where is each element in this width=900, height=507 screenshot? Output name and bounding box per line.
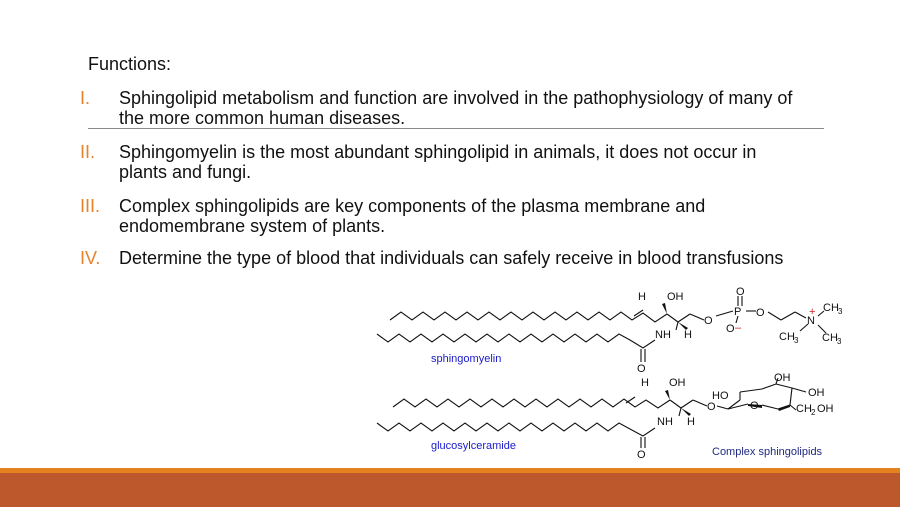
list-text-line: plants and fungi. (119, 162, 252, 182)
sphingosine-chain (390, 312, 667, 322)
svg-text:HO: HO (712, 390, 729, 402)
fatty-acyl-chain (377, 334, 655, 348)
list-text (119, 142, 839, 182)
svg-text:CH: CH (822, 332, 838, 344)
svg-text:–: – (735, 322, 742, 334)
label-glucosylceramide: glucosylceramide (431, 440, 516, 452)
svg-text:O: O (726, 323, 735, 335)
svg-text:OH: OH (817, 403, 834, 415)
list-numeral: III. (80, 196, 101, 216)
list-text (119, 248, 839, 268)
svg-text:CH: CH (796, 403, 812, 415)
label-sphingomyelin: sphingomyelin (431, 353, 502, 365)
svg-text:P: P (734, 306, 742, 318)
atom-label: H (638, 291, 646, 303)
list-text-line: endomembrane system of plants. (119, 216, 386, 236)
svg-text:3: 3 (838, 307, 843, 316)
svg-text:CH: CH (779, 331, 795, 343)
list-text-line: Sphingomyelin is the most abundant sphingolipid in animals, it does not occur in (119, 142, 757, 162)
list-numeral: II. (80, 142, 96, 162)
svg-text:O: O (756, 307, 765, 319)
svg-text:O: O (637, 363, 646, 375)
list-text (119, 196, 839, 236)
svg-text:O: O (736, 286, 745, 298)
list-text (119, 88, 839, 128)
svg-text:H: H (687, 416, 695, 428)
svg-text:NH: NH (657, 416, 673, 428)
svg-text:O: O (750, 400, 759, 412)
svg-text:OH: OH (669, 377, 686, 389)
svg-text:O: O (637, 449, 646, 461)
list-text-line: the more common human diseases. (119, 108, 406, 128)
svg-text:CH: CH (823, 302, 839, 314)
list-numeral: I. (80, 88, 91, 108)
footer-band (0, 473, 900, 507)
svg-text:H: H (684, 329, 692, 341)
list-text-line: Sphingolipid metabolism and function are involved in the pathophysiology of many of (119, 88, 793, 108)
svg-text:OH: OH (667, 291, 684, 303)
svg-text:N: N (807, 315, 815, 327)
svg-text:3: 3 (837, 337, 842, 346)
svg-text:2: 2 (811, 408, 816, 417)
svg-text:O: O (704, 315, 713, 327)
svg-text:OH: OH (808, 387, 825, 399)
divider (88, 128, 824, 129)
svg-text:3: 3 (794, 336, 799, 345)
list-text-line: Complex sphingolipids are key components of the plasma membrane and (119, 196, 706, 216)
figure-caption: Complex sphingolipids (712, 446, 823, 458)
list-numeral: IV. (80, 248, 101, 268)
list-text-line: Determine the type of blood that individuals can safely receive in blood transfusions (119, 248, 784, 268)
svg-text:H: H (641, 377, 649, 389)
svg-text:+: + (809, 306, 816, 318)
sphingolipid-structures-figure (370, 282, 850, 464)
svg-text:O: O (707, 401, 716, 413)
svg-text:NH: NH (655, 329, 671, 341)
slide-heading: Functions: (88, 54, 172, 74)
svg-text:OH: OH (774, 372, 791, 384)
